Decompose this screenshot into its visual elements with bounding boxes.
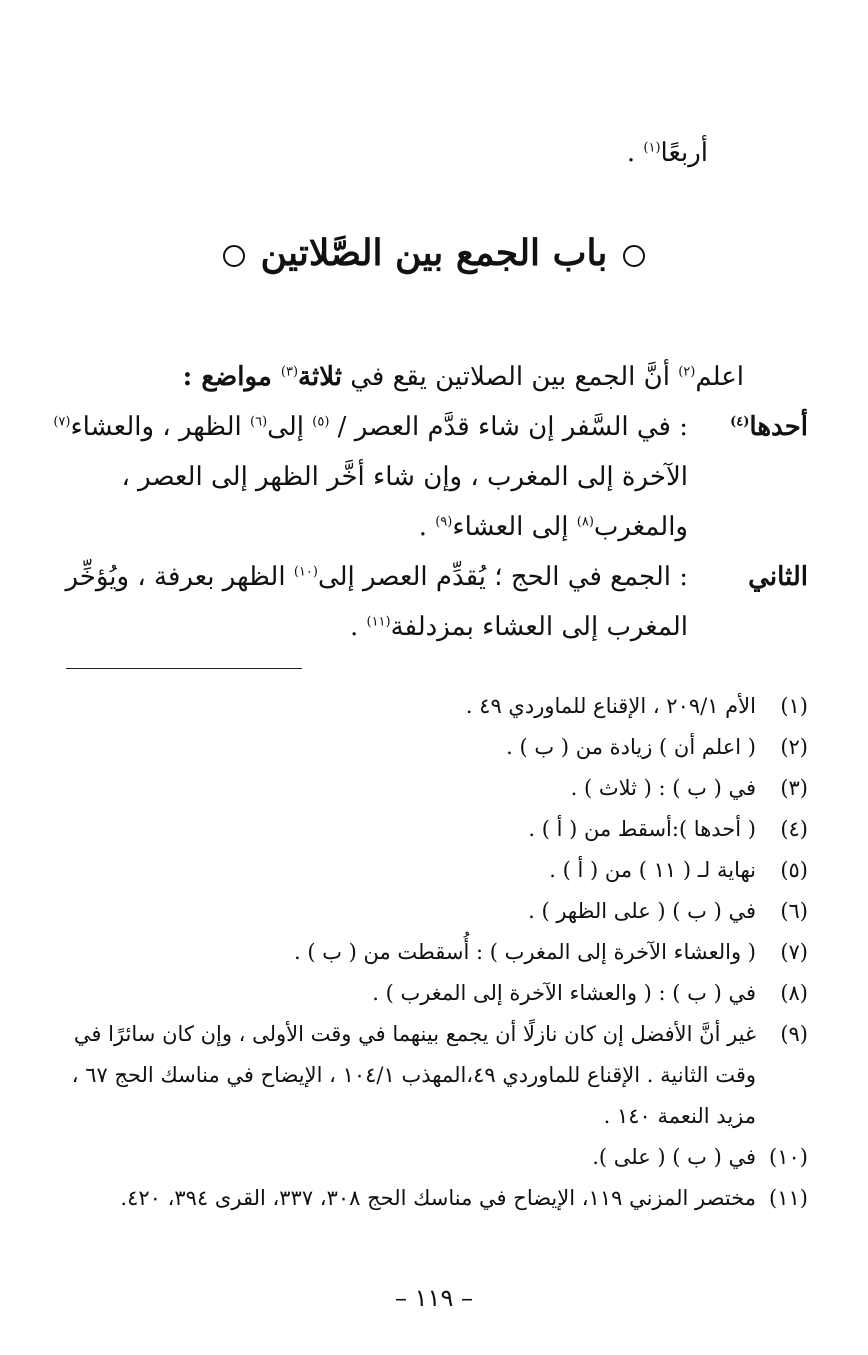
- footnote-number: (٨): [780, 981, 808, 1005]
- footnote-ref: (٨): [576, 514, 594, 530]
- item-label: أحدها$^{(٤)}$: [730, 412, 808, 442]
- footnote-text: في ( ب ) : ( ثلاث ) .: [570, 776, 756, 800]
- text-line: المغرب إلى العشاء بمزدلفة$^{(١١)}$ .: [349, 612, 688, 642]
- intro-paragraph: اعلم$^{(٢)}$ أنَّ الجمع بين الصلاتين يقع في ثلاثة$^{(٣)}$ مواضع :: [182, 362, 744, 392]
- footnote-text: في ( ب ) ( على الظهر ) .: [528, 899, 756, 923]
- text-line: الآخرة إلى المغرب ، وإن شاء أخَّر الظهر إلى العصر ،: [121, 462, 688, 492]
- footnote-text: ( اعلم أن ) زيادة من ( ب ) .: [506, 735, 756, 759]
- footnote-text: غير أنَّ الأفضل إن كان نازلًا أن يجمع بينهما في وقت الأولى ، وإن كان سائرًا في وقت الثانية . الإقناع للماوردي ٤٩،المهذب ١٠٤/١ ، الإيضاح في مناسك الحج ٦٧ ، مزيد النعمة ١٤٠ .: [71, 1022, 756, 1128]
- footnote-number: (٦): [780, 899, 808, 923]
- section-second: [48, 552, 808, 652]
- footnote-text: ( والعشاء الآخرة إلى المغرب ) : أُسقطت من ( ب ) .: [293, 940, 756, 964]
- main-text: [48, 352, 808, 652]
- footnote: [58, 809, 808, 850]
- footnote-ref: (٣): [280, 364, 299, 380]
- bold-word: ثلاثة: [298, 362, 342, 392]
- text-line: : في السَّفر إن شاء قدَّم العصر / $^{(٥)}$ إلى$^{(٦)}$ الظهر ، والعشاء$^{(٧)}$: [53, 412, 688, 442]
- footnote-text: نهاية لـ ( ١١ ) من ( أ ) .: [549, 858, 756, 882]
- continuation-text: أربعًا: [660, 138, 708, 168]
- footnote-ref: (٢): [678, 364, 696, 380]
- footnote: [58, 1137, 808, 1178]
- footnote-divider: [66, 668, 302, 669]
- footnote: [58, 686, 808, 727]
- footnote-ref: (٩): [435, 514, 453, 530]
- footnote-number: (٣): [780, 776, 808, 800]
- continuation-line: [627, 138, 708, 168]
- footnote: [58, 973, 808, 1014]
- footnote-number: (١): [780, 694, 808, 718]
- footnote: [58, 1014, 808, 1137]
- circle-ornament-icon: [223, 245, 245, 267]
- footnote: [58, 932, 808, 973]
- footnote: [58, 727, 808, 768]
- footnote: [58, 1178, 808, 1219]
- item-label: الثاني: [748, 562, 808, 592]
- footnote-number: (٢): [780, 735, 808, 759]
- footnote-number: (١١): [769, 1186, 808, 1210]
- footnote-ref: (٤): [730, 414, 750, 430]
- footnote-number: (٥): [780, 858, 808, 882]
- footnote-number: (٤): [780, 817, 808, 841]
- text-line: والمغرب$^{(٨)}$ إلى العشاء$^{(٩)}$ .: [418, 512, 688, 542]
- section-first: [48, 402, 808, 552]
- footnote-ref: (١١): [366, 614, 391, 630]
- footnote: [58, 891, 808, 932]
- footnote-ref: (١٠): [293, 564, 318, 580]
- chapter-heading: [0, 232, 868, 274]
- continuation-end: .: [626, 138, 644, 168]
- footnote-text: ( أحدها ):أسقط من ( أ ) .: [528, 817, 756, 841]
- footnote-number: (٧): [780, 940, 808, 964]
- footnote-text: مختصر المزني ١١٩، الإيضاح في مناسك الحج ٣٠٨، ٣٣٧، القرى ٣٩٤، ٤٢٠.: [120, 1186, 756, 1210]
- footnote: [58, 850, 808, 891]
- footnote-number: (١٠): [769, 1145, 808, 1169]
- footnote-ref: (٥): [312, 414, 330, 430]
- chapter-title: باب الجمع بين الصَّلاتين: [260, 232, 608, 274]
- page-number: – ١١٩ –: [395, 1284, 473, 1312]
- footnote-number: (٩): [780, 1022, 808, 1046]
- footnote-text: في ( ب ) : ( والعشاء الآخرة إلى المغرب ) .: [372, 981, 756, 1005]
- footnote-ref: (١): [643, 140, 661, 156]
- footnote-text: في ( ب ) ( على ).: [592, 1145, 756, 1169]
- footnote: [58, 768, 808, 809]
- footnote-ref: (٧): [53, 414, 71, 430]
- text-line: : الجمع في الحج ؛ يُقدِّم العصر إلى$^{(١٠)}$ الظهر بعرفة ، ويُؤخِّر: [65, 562, 688, 592]
- circle-ornament-icon: [623, 245, 645, 267]
- footnote-ref: (٦): [250, 414, 268, 430]
- footnote-text: الأم ٢٠٩/١ ، الإقناع للماوردي ٤٩ .: [465, 694, 756, 718]
- footnotes: [58, 686, 808, 1219]
